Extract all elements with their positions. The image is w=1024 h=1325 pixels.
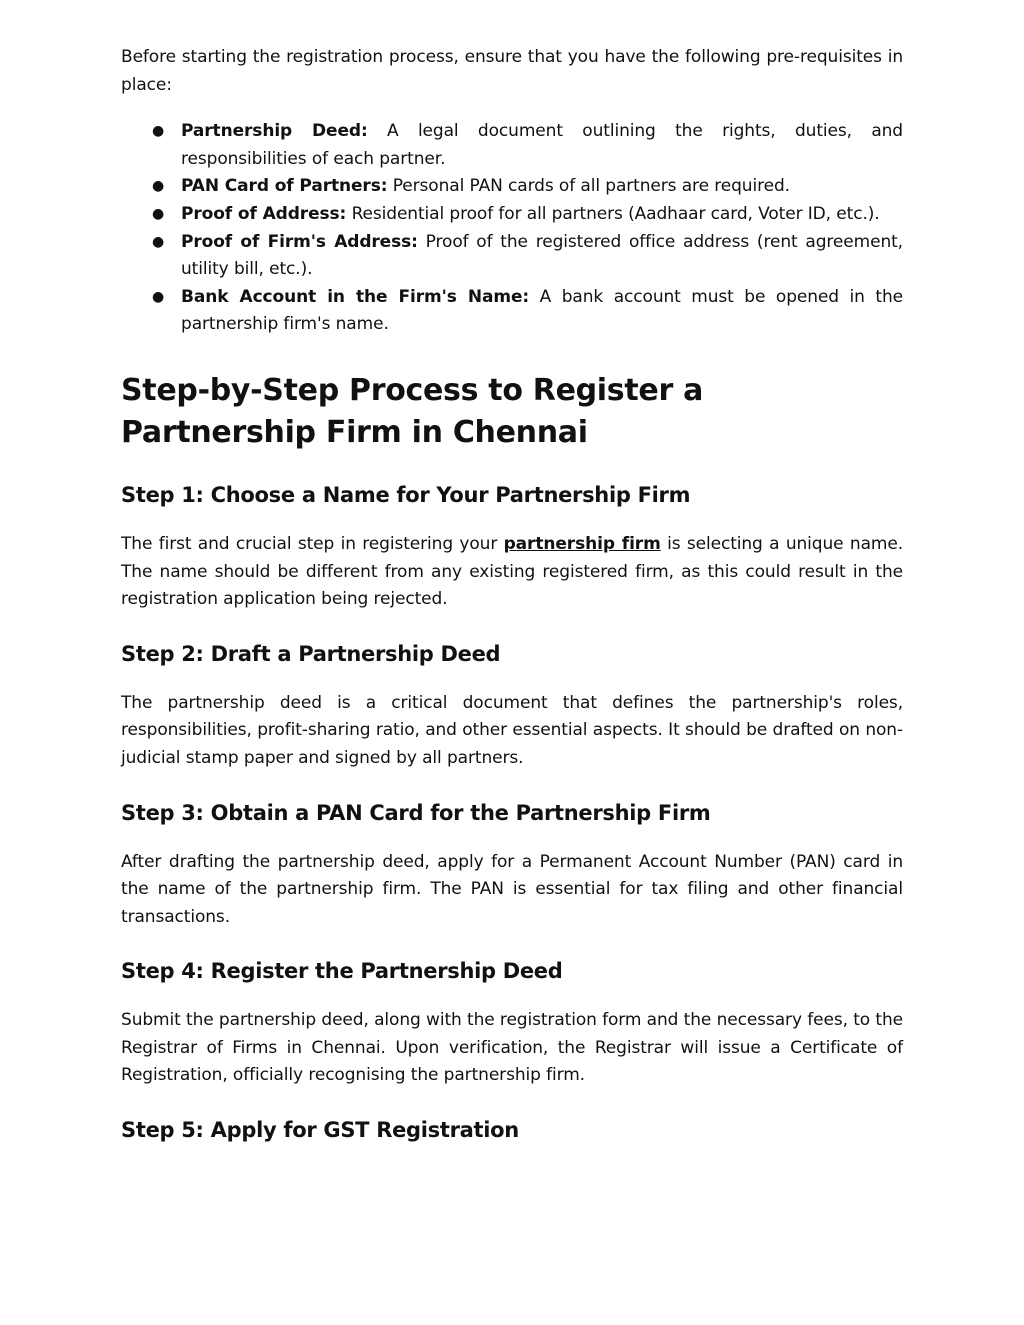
- list-item: [121, 173, 903, 201]
- list-item: [121, 229, 903, 284]
- step-3-body: After drafting the partnership deed, apply for a Permanent Account Number (PAN) card in the name of the partnership firm. The PAN is essential for tax filing and other financial transactions.: [121, 851, 903, 927]
- main-heading: Step-by-Step Process to Register a Partnership Firm in Chennai: [121, 372, 704, 450]
- step-5-section: [121, 1116, 903, 1144]
- prerequisites-list: [121, 118, 903, 339]
- prerequisite-term: PAN Card of Partners:: [181, 176, 388, 197]
- list-item: [121, 284, 903, 339]
- bullet-icon: ●: [152, 288, 165, 305]
- step-4-body: Submit the partnership deed, along with the registration form and the necessary fees, to the Registrar of Firms in Chennai. Upon verification, the Registrar will issue a Certificate of Registration, officially recognising the partnership firm.: [121, 1010, 903, 1086]
- step-3-heading: Step 3: Obtain a PAN Card for the Partnership Firm: [121, 800, 711, 825]
- bullet-icon: ●: [152, 233, 165, 250]
- step-1-body-after: is selecting a unique name. The name should be different from any existing registered firm, as this could result in the registration application being rejected.: [121, 533, 904, 610]
- step-4-heading: Step 4: Register the Partnership Deed: [121, 959, 563, 984]
- prerequisite-text: Personal PAN cards of all partners are required.: [387, 176, 790, 197]
- prerequisite-text: Proof of the registered office address (rent agreement, utility bill, etc.).: [181, 231, 903, 280]
- bullet-icon: ●: [152, 205, 165, 222]
- document-page: [121, 44, 903, 1144]
- step-2-body: The partnership deed is a critical document that defines the partnership's roles, responsibilities, profit-sharing ratio, and other essential aspects. It should be drafted on non-judicial stamp paper and signed by all partners.: [121, 692, 903, 768]
- list-item: [121, 201, 903, 229]
- step-1-body-before: The first and crucial step in registering your: [121, 533, 504, 554]
- prerequisite-text: A legal document outlining the rights, duties, and responsibilities of each partner.: [181, 121, 903, 169]
- step-2-section: [121, 640, 903, 773]
- partnership-firm-link[interactable]: partnership firm: [503, 533, 661, 554]
- list-item: [121, 118, 903, 173]
- bullet-icon: ●: [152, 123, 165, 140]
- prerequisite-term: Bank Account in the Firm's Name:: [181, 286, 530, 307]
- step-2-heading: Step 2: Draft a Partnership Deed: [121, 641, 501, 666]
- prerequisite-term: Proof of Firm's Address:: [181, 231, 418, 252]
- step-5-heading: Step 5: Apply for GST Registration: [121, 1118, 519, 1143]
- prerequisite-term: Partnership Deed:: [181, 121, 368, 142]
- step-1-body: [121, 531, 903, 614]
- step-3-section: [121, 799, 903, 932]
- step-1-section: [121, 481, 903, 614]
- step-1-heading: Step 1: Choose a Name for Your Partnership Firm: [121, 482, 691, 507]
- intro-paragraph: Before starting the registration process, ensure that you have the following pre-requisites in place:: [121, 47, 903, 95]
- bullet-icon: ●: [152, 178, 165, 195]
- step-4-section: [121, 957, 903, 1090]
- prerequisite-term: Proof of Address:: [181, 203, 347, 224]
- prerequisite-text: A bank account must be opened in the partnership firm's name.: [181, 286, 903, 335]
- prerequisite-text: Residential proof for all partners (Aadhaar card, Voter ID, etc.).: [346, 203, 880, 224]
